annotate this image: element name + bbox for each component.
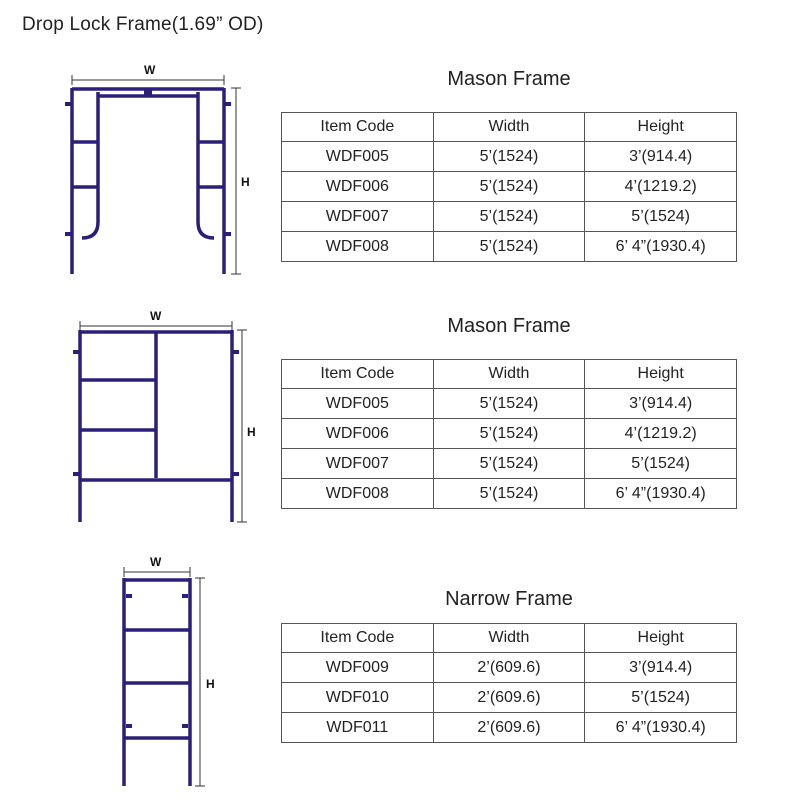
width-cell: 2’(609.6) (433, 683, 585, 713)
height-cell: 6’ 4”(1930.4) (585, 713, 737, 743)
table-row (282, 479, 737, 509)
section-title: Mason Frame (447, 315, 571, 337)
width-dimension-label: W (150, 309, 162, 323)
item-code-cell: WDF005 (282, 142, 434, 172)
table-row (282, 389, 737, 419)
width-cell: 5’(1524) (433, 232, 585, 262)
height-cell: 5’(1524) (585, 683, 737, 713)
table-row (282, 419, 737, 449)
table-row (282, 449, 737, 479)
height-cell: 3’(914.4) (585, 389, 737, 419)
item-code-cell: WDF011 (282, 713, 434, 743)
width-cell: 5’(1524) (433, 172, 585, 202)
height-dimension-label: H (247, 425, 256, 439)
width-cell: 2’(609.6) (433, 713, 585, 743)
mason-ladder-frame-diagram (66, 306, 256, 526)
item-code-cell: WDF008 (282, 479, 434, 509)
item-code-cell: WDF006 (282, 419, 434, 449)
height-cell: 4’(1219.2) (585, 172, 737, 202)
table-row (282, 202, 737, 232)
height-cell: 3’(914.4) (585, 653, 737, 683)
header-item-code: Item Code (282, 624, 434, 653)
header-width: Width (433, 360, 585, 389)
width-cell: 5’(1524) (433, 202, 585, 232)
width-cell: 5’(1524) (433, 449, 585, 479)
narrow-frame-diagram (110, 552, 230, 792)
height-cell: 6’ 4”(1930.4) (585, 232, 737, 262)
table-row (282, 653, 737, 683)
item-code-cell: WDF005 (282, 389, 434, 419)
height-dimension-label: H (206, 677, 215, 691)
header-height: Height (585, 624, 737, 653)
header-item-code: Item Code (282, 113, 434, 142)
table-row (282, 683, 737, 713)
item-code-cell: WDF007 (282, 449, 434, 479)
section-title: Mason Frame (447, 68, 571, 90)
mason-walkthrough-frame-diagram (60, 62, 250, 282)
item-code-cell: WDF010 (282, 683, 434, 713)
header-item-code: Item Code (282, 360, 434, 389)
header-height: Height (585, 360, 737, 389)
table-row (282, 713, 737, 743)
mason-frame-spec-table (281, 112, 737, 262)
table-row (282, 232, 737, 262)
table-header-row (282, 360, 737, 389)
mason-frame-spec-table (281, 359, 737, 509)
header-width: Width (433, 624, 585, 653)
item-code-cell: WDF007 (282, 202, 434, 232)
width-dimension-label: W (150, 555, 162, 569)
width-cell: 2’(609.6) (433, 653, 585, 683)
narrow-frame-spec-table (281, 623, 737, 743)
height-cell: 3’(914.4) (585, 142, 737, 172)
item-code-cell: WDF009 (282, 653, 434, 683)
width-cell: 5’(1524) (433, 142, 585, 172)
width-dimension-label: W (144, 63, 156, 77)
height-cell: 5’(1524) (585, 202, 737, 232)
table-row (282, 142, 737, 172)
height-dimension-label: H (241, 175, 250, 189)
height-cell: 5’(1524) (585, 449, 737, 479)
header-height: Height (585, 113, 737, 142)
header-width: Width (433, 113, 585, 142)
width-cell: 5’(1524) (433, 419, 585, 449)
page-title: Drop Lock Frame(1.69” OD) (22, 14, 264, 35)
width-cell: 5’(1524) (433, 479, 585, 509)
table-row (282, 172, 737, 202)
table-header-row (282, 624, 737, 653)
width-cell: 5’(1524) (433, 389, 585, 419)
height-cell: 4’(1219.2) (585, 419, 737, 449)
table-header-row (282, 113, 737, 142)
height-cell: 6’ 4”(1930.4) (585, 479, 737, 509)
item-code-cell: WDF006 (282, 172, 434, 202)
item-code-cell: WDF008 (282, 232, 434, 262)
section-title: Narrow Frame (445, 588, 573, 610)
